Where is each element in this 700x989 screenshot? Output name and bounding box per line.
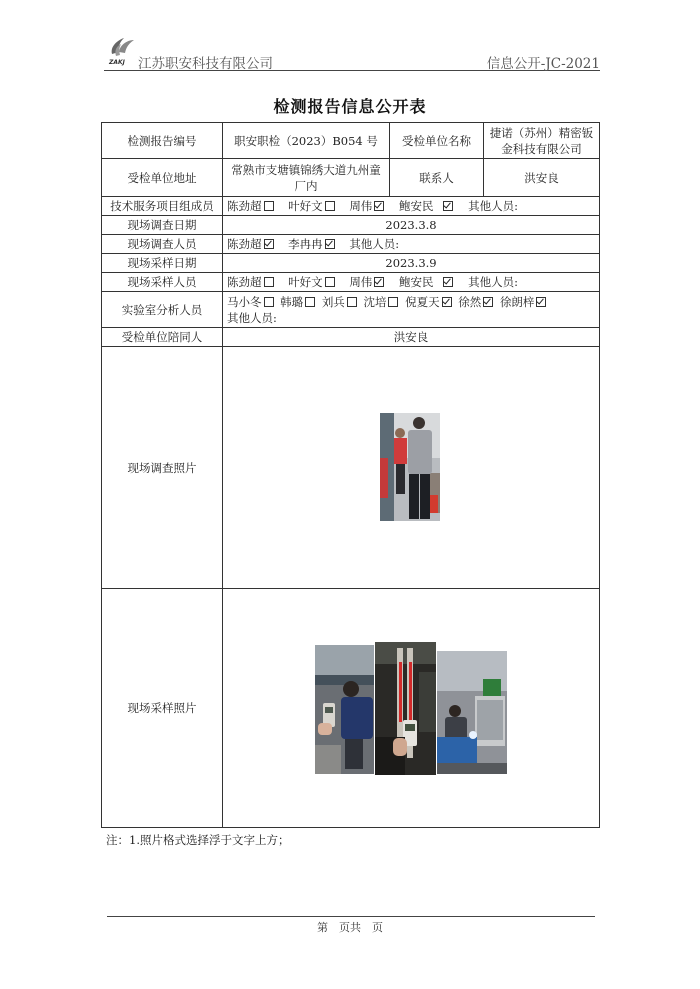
table-row [102,197,600,216]
escort-label: 受检单位陪同人 [102,328,223,347]
table-row [102,254,600,273]
survey-photo [380,413,440,521]
page-header [104,38,600,71]
table-row [102,235,600,254]
note: 注：1.照片格式选择浮于文字上方； [106,833,290,847]
sample-date-label: 现场采样日期 [102,254,223,273]
person-name: 韩璐 [280,294,304,309]
sample-staff [223,273,600,292]
person-name: 徐然 [458,294,482,309]
table-row [102,159,600,197]
checkbox-checked[interactable] [483,297,493,307]
person-name: 刘兵 [321,294,345,309]
sampling-photo [437,651,507,774]
person-name: 鲍安民 [398,199,434,213]
checkbox-checked[interactable] [443,201,453,211]
sampling-photo [315,645,374,774]
checkbox[interactable] [264,201,274,211]
checkbox-checked[interactable] [264,239,274,249]
footer-divider [107,916,595,917]
table-row [102,123,600,159]
escort-value: 洪安良 [223,328,600,347]
person-name: 叶好文 [288,275,323,289]
checkbox-checked[interactable] [374,277,384,287]
company-logo-icon [104,32,138,66]
team-members [223,197,600,216]
person-name: 鲍安民 [398,275,434,289]
report-no-label: 检测报告编号 [102,123,223,159]
checkbox-checked[interactable] [536,297,546,307]
survey-staff [223,235,600,254]
checkbox[interactable] [325,277,335,287]
checkbox[interactable] [388,297,398,307]
person-name: 陈劲超 [227,237,262,251]
sampling-photo [375,642,436,775]
survey-photo-label: 现场调查照片 [102,347,223,589]
checkbox[interactable] [264,297,274,307]
person-name: 周伟 [349,275,373,289]
lab-staff [223,292,600,328]
checkbox-checked[interactable] [374,201,384,211]
checkbox-checked[interactable] [443,277,453,287]
person-name: 周伟 [349,199,373,213]
checkbox[interactable] [347,297,357,307]
checkbox[interactable] [264,277,274,287]
person-name: 李冉冉 [288,237,323,251]
table-row [102,347,600,589]
page-title: 检测报告信息公开表 [273,97,427,116]
table-row [102,292,600,328]
client-value: 捷诺（苏州）精密钣金科技有限公司 [484,123,600,159]
person-name: 陈劲超 [227,275,262,289]
table-row [102,216,600,235]
contact-label: 联系人 [390,159,484,197]
company-name: 江苏职安科技有限公司 [138,56,273,72]
table-row [102,328,600,347]
person-name: 陈劲超 [227,199,262,213]
lab-label: 实验室分析人员 [102,292,223,328]
checkbox-checked[interactable] [442,297,452,307]
person-name: 马小冬 [227,294,262,309]
sample-photo-label: 现场采样照片 [102,589,223,828]
survey-date-label: 现场调查日期 [102,216,223,235]
survey-staff-label: 现场调查人员 [102,235,223,254]
report-no-value: 职安职检（2023）B054 号 [223,123,390,159]
checkbox[interactable] [325,201,335,211]
contact-value: 洪安良 [484,159,600,197]
person-name: 徐朗梓 [499,294,535,309]
team-label: 技术服务项目组成员 [102,197,223,216]
checkbox-checked[interactable] [325,239,335,249]
address-label: 受检单位地址 [102,159,223,197]
address-value: 常熟市支塘镇锦绣大道九州童厂内 [223,159,390,197]
person-name: 叶好文 [288,199,323,213]
person-name: 沈培 [363,294,387,309]
person-name: 倪夏天 [405,294,440,309]
checkbox[interactable] [305,297,315,307]
others-label: 其他人员: [349,237,400,251]
others-label: 其他人员: [227,310,277,325]
survey-date-value: 2023.3.8 [223,216,600,235]
page-footer: 第 页共 页 [317,921,383,934]
table-row [102,273,600,292]
document-code: 信息公开-JC-2021 [486,56,600,72]
sample-staff-label: 现场采样人员 [102,273,223,292]
others-label: 其他人员: [468,275,518,289]
others-label: 其他人员: [468,199,518,213]
logo-text: ZAKJ [109,59,125,66]
client-label: 受检单位名称 [390,123,484,159]
sample-date-value: 2023.3.9 [223,254,600,273]
